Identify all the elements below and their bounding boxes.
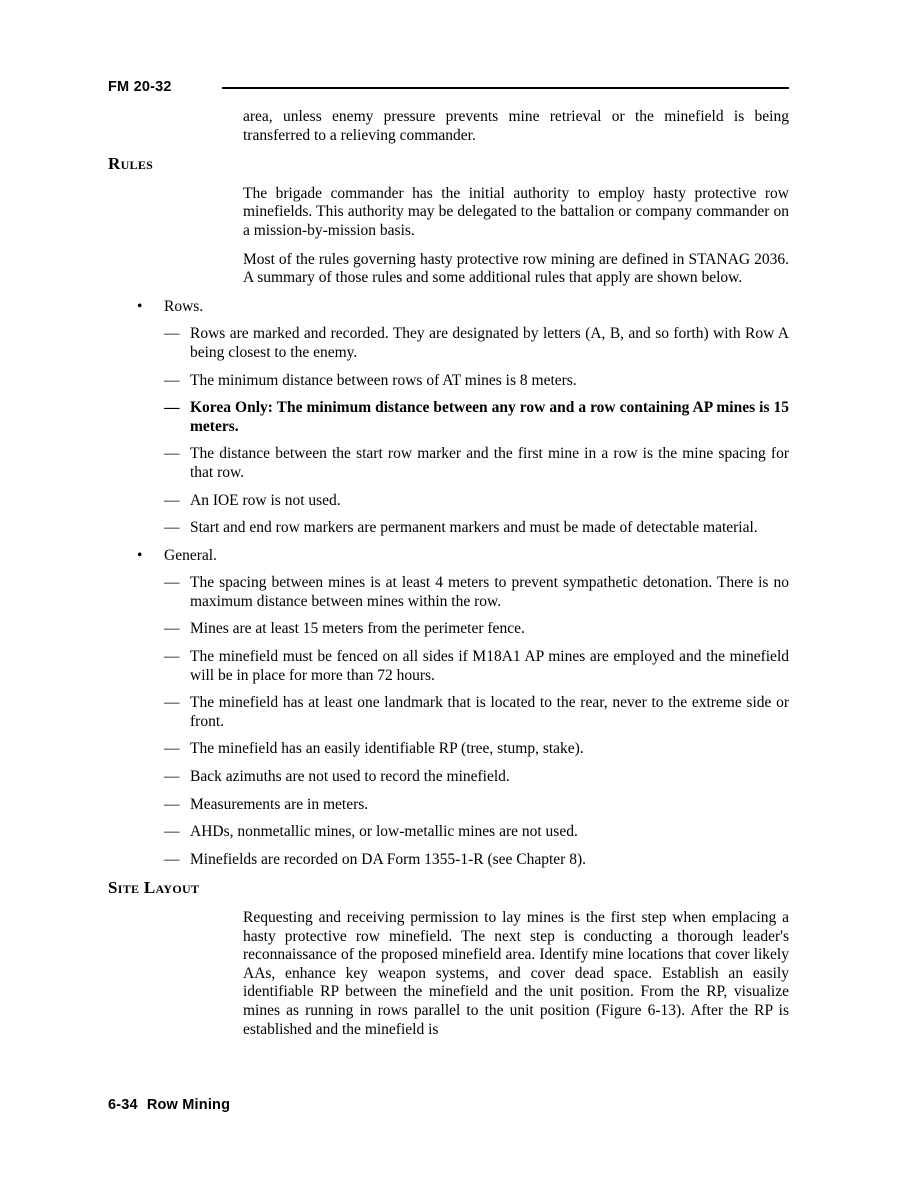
list-item-text: The minimum distance between rows of AT mines is 8 meters. (190, 371, 577, 389)
paragraph: Most of the rules governing hasty protective row mining are defined in STANAG 2036. A summary of those rules and some additional rules that apply are shown below. (243, 250, 789, 287)
dash-marker: — (164, 850, 180, 868)
dash-marker: — (164, 574, 180, 592)
rules-list (108, 298, 789, 870)
list-item (108, 492, 789, 511)
list-item (108, 740, 789, 759)
list-item (108, 298, 789, 317)
list-item-text: The minefield has an easily identifiable RP (tree, stump, stake). (190, 740, 584, 758)
list-item-text: Back azimuths are not used to record the minefield. (190, 768, 510, 786)
list-item (108, 620, 789, 639)
list-item (108, 768, 789, 787)
dash-marker: — (164, 445, 180, 463)
section-heading-rules: Rules (108, 154, 154, 174)
footer-page-number: 6-34 (108, 1097, 138, 1113)
paragraph: Requesting and receiving permission to lay mines is the first step when emplacing a hasty protective row minefield. The next step is conducting a thorough leader's reconnaissance of the proposed minefield area. Identify mine locations that cover likely AAs, enhance key weapon systems, and cover dead space. Establish an easily identifiable RP between the minefield and the unit position. From the RP, visualize mines as running in rows parallel to the unit position (Figure 6-13). After the RP is established and the minefield is (243, 909, 789, 1038)
dash-marker: — (164, 648, 180, 666)
list-item (108, 574, 789, 611)
paragraph: The brigade commander has the initial authority to employ hasty protective row minefields. This authority may be delegated to the battalion or company commander on a mission-by-mission basis. (243, 184, 789, 239)
footer-section-title: Row Mining (146, 1097, 231, 1113)
list-item-text: Rows are marked and recorded. They are designated by letters (A, B, and so forth) with Row A being closest to the enemy. (190, 325, 789, 361)
dash-marker: — (164, 740, 180, 758)
list-item (108, 648, 789, 685)
bullet-marker: • (137, 297, 143, 315)
list-item-text: The spacing between mines is at least 4 meters to prevent sympathetic detonation. There is no maximum distance between mines within the row. (190, 574, 789, 610)
list-item (108, 325, 789, 362)
list-item-text: Korea Only: The minimum distance between any row and a row containing AP mines is 15 meters. (190, 399, 789, 435)
dash-marker: — (164, 768, 180, 786)
dash-marker: — (164, 620, 180, 638)
list-item (108, 445, 789, 482)
list-item (108, 823, 789, 842)
dash-marker: — (164, 795, 180, 813)
list-item-text: Measurements are in meters. (190, 795, 369, 813)
list-item-text: The distance between the start row marker and the first mine in a row is the mine spacing for that row. (190, 445, 789, 481)
list-item (108, 519, 789, 538)
list-item (108, 694, 789, 731)
bullet-marker: • (137, 546, 143, 564)
dash-marker: — (164, 694, 180, 712)
paragraph: area, unless enemy pressure prevents mine retrieval or the minefield is being transferred to a relieving commander. (243, 108, 789, 144)
list-item-text: Mines are at least 15 meters from the perimeter fence. (190, 620, 525, 638)
section-heading-site-layout: Site Layout (108, 878, 200, 898)
dash-marker: — (164, 823, 180, 841)
dash-marker: — (164, 399, 180, 417)
list-item-text: Rows. (164, 297, 204, 315)
list-item (108, 547, 789, 566)
document-number: FM 20-32 (108, 79, 172, 95)
page-body (108, 108, 789, 1049)
list-item-text: General. (164, 546, 217, 564)
list-item-text: Minefields are recorded on DA Form 1355-1-R (see Chapter 8). (190, 850, 586, 868)
list-item (108, 372, 789, 391)
list-item-text: An IOE row is not used. (190, 491, 341, 509)
page-footer (108, 1096, 230, 1115)
list-item-text: The minefield has at least one landmark that is located to the rear, never to the extreme side or front. (190, 694, 789, 730)
dash-marker: — (164, 519, 180, 537)
list-item (108, 796, 789, 815)
dash-marker: — (164, 325, 180, 343)
list-item-korea-only (108, 399, 789, 436)
list-item-text: Start and end row markers are permanent markers and must be made of detectable material. (190, 519, 758, 537)
list-item (108, 851, 789, 870)
list-item-text: The minefield must be fenced on all sides if M18A1 AP mines are employed and the minefield will be in place for more than 72 hours. (190, 648, 789, 684)
dash-marker: — (164, 491, 180, 509)
page-header (108, 78, 789, 97)
dash-marker: — (164, 371, 180, 389)
list-item-text: AHDs, nonmetallic mines, or low-metallic mines are not used. (190, 823, 578, 841)
header-rule (222, 87, 789, 90)
